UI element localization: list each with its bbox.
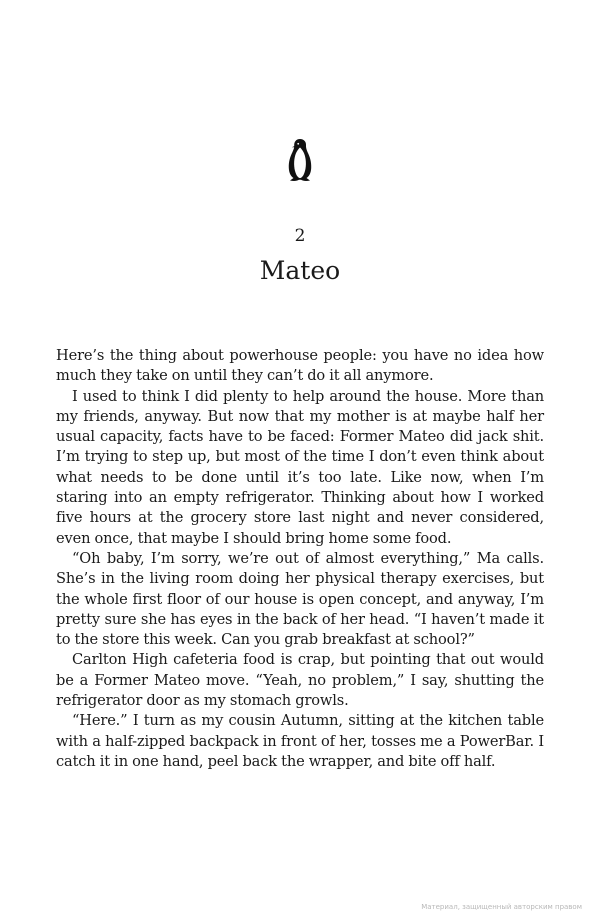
paragraph: Carlton High cafeteria food is crap, but pointing that out would be a Former Mateo move. “Yeah, no problem,” I say, shutting the refrigerator door as my stomach growls. (56, 651, 544, 710)
paragraph: Here’s the thing about powerhouse people: you have no idea how much they take on until they can’t do it all anymore. (56, 347, 544, 385)
chapter-body (56, 346, 544, 772)
penguin-logo-icon (285, 138, 315, 182)
paragraph: “Here.” I turn as my cousin Autumn, sitting at the kitchen table with a half-zipped backpack in front of her, tosses me a PowerBar. I catch it in one hand, peel back the wrapper, and bite off half. (56, 712, 544, 770)
chapter-title: Mateo (259, 256, 341, 285)
paragraph: I used to think I did plenty to help around the house. More than my friends, anyway. But now that my mother is at maybe half her usual capacity, facts have to be faced: Former Mateo did jack shit. I’m trying to step up, but most of the time I don’t even think about what needs to be done until it’s too late. Like now, when I’m staring into an empty refrigerator. Thinking about how I worked five hours at the grocery store last night and never considered, even once, that maybe I should bring home some food. (56, 387, 544, 547)
copyright-watermark: Материал, защищенный авторским правом (421, 903, 582, 911)
chapter-number: 2 (294, 226, 306, 246)
paragraph: “Oh baby, I’m sorry, we’re out of almost everything,” Ma calls. She’s in the living room doing her physical therapy exercises, but the whole first floor of our house is open concept, and anyway, I’m pretty sure she has eyes in the back of her head. “I haven’t made it to the store this week. Can you grab breakfast at school?” (56, 549, 544, 649)
